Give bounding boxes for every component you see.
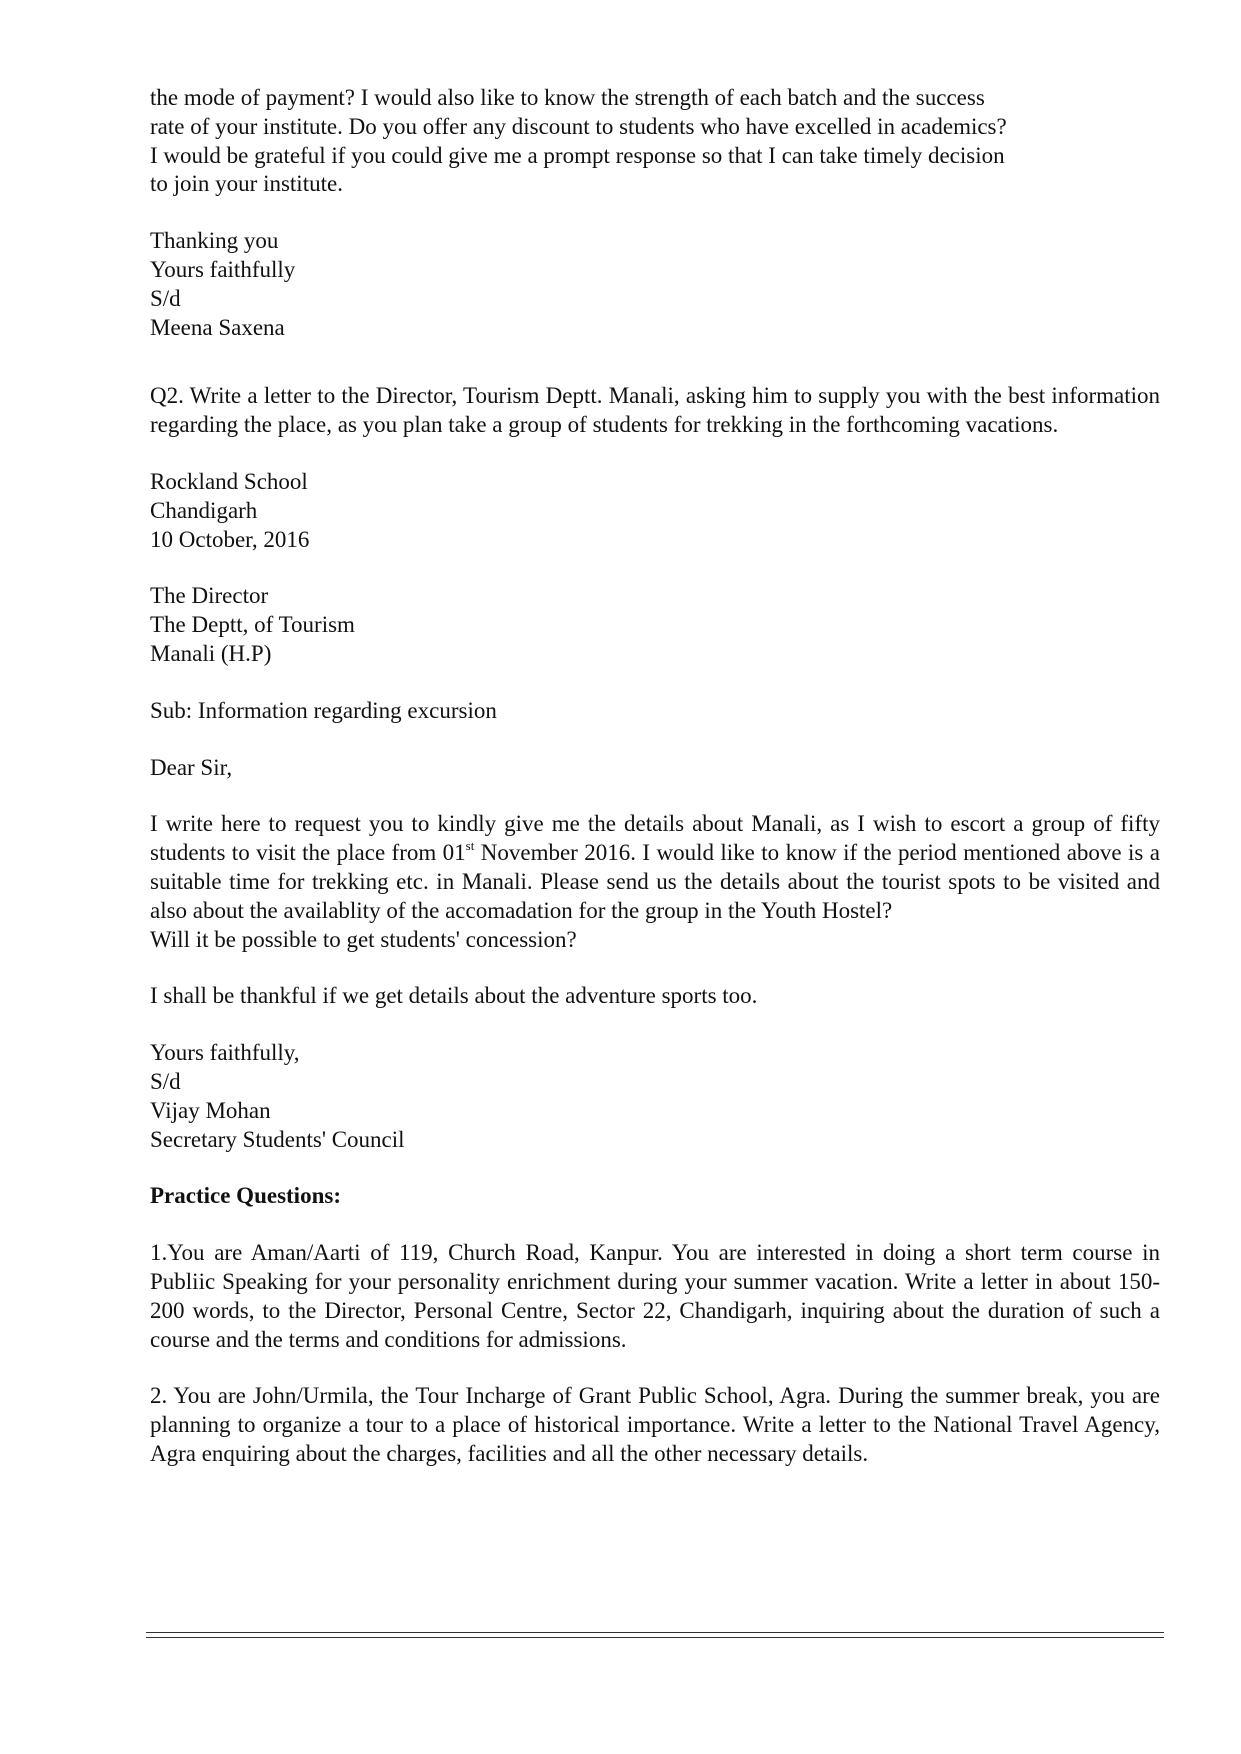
- text-line: I would be grateful if you could give me a prompt response so that I can take timely decision: [150, 142, 1005, 168]
- yours-line: Yours faithfully,: [150, 1040, 300, 1066]
- letter2-signoff: [150, 1039, 1160, 1154]
- practice-question-1: 1.You are Aman/Aarti of 119, Church Road, Kanpur. You are interested in doing a short term course in Publiic Speaking for your personality enrichment during your summer vacation. Write a letter in about 150-200 words, to the Director, Personal Centre, Sector 22, Chandigarh, inquiring about the duration of such a course and the terms and conditions for admissions.: [150, 1240, 1160, 1352]
- text-line: to join your institute.: [150, 171, 343, 197]
- text-line: the mode of payment? I would also like to know the strength of each batch and the success: [150, 85, 985, 110]
- letter1-signoff: [150, 227, 1160, 342]
- footer-rule: [146, 1637, 1164, 1638]
- yours-line: Yours faithfully: [150, 256, 296, 282]
- sender-address: [150, 468, 1160, 554]
- practice-question-2: 2. You are John/Urmila, the Tour Incharge of Grant Public School, Agra. During the summer break, you are planning to organize a tour to a place of historical importance. Write a letter to the National Travel Agency, Agra enquiring about the charges, facilities and all the other necessary details.: [150, 1383, 1160, 1466]
- letter-body: [150, 810, 1160, 954]
- q2-question: Q2. Write a letter to the Director, Tourism Deptt. Manali, asking him to supply you with the best information regarding the place, as you plan take a group of students for trekking in the forthcoming vacations.: [150, 383, 1160, 438]
- body-text: I write here to request you to kindly give me the details about Manali, as I wish to escort a group of fifty students to visit the place from 01: [150, 811, 1160, 866]
- body-paragraph-2: I shall be thankful if we get details about the adventure sports too.: [150, 983, 758, 1009]
- ordinal-suffix: st: [465, 838, 475, 854]
- footer-rule: [146, 1632, 1164, 1633]
- text-line: rate of your institute. Do you offer any discount to students who have excelled in academics?: [150, 113, 1007, 139]
- body-line: Will it be possible to get students' concession?: [150, 926, 577, 952]
- address-line: The Director: [150, 583, 269, 609]
- date-line: 10 October, 2016: [150, 526, 310, 552]
- body-text: November 2016. I would like to know if the period mentioned above is a suitable time for trekking etc. in Manali. Please send us the details about the tourist spots to be visited and also about the availablity of the accomadation for the group in the Youth Hostel?: [150, 840, 1160, 923]
- signatory-name: Meena Saxena: [150, 314, 285, 340]
- document-page: [150, 84, 1160, 1469]
- address-line: The Deptt, of Tourism: [150, 612, 355, 638]
- practice-heading: Practice Questions:: [150, 1183, 341, 1209]
- signatory-title: Secretary Students' Council: [150, 1126, 405, 1152]
- address-line: Chandigarh: [150, 497, 258, 523]
- body-paragraph: [150, 810, 1160, 925]
- letter1-closing-paragraph: [150, 84, 1160, 199]
- thanking-line: Thanking you: [150, 228, 279, 254]
- address-line: Manali (H.P): [150, 640, 272, 666]
- address-line: Rockland School: [150, 468, 308, 494]
- signatory-name: Vijay Mohan: [150, 1097, 271, 1123]
- salutation: Dear Sir,: [150, 754, 233, 780]
- sd-line: S/d: [150, 285, 181, 311]
- sd-line: S/d: [150, 1068, 181, 1094]
- subject-line: Sub: Information regarding excursion: [150, 697, 497, 723]
- receiver-address: [150, 582, 1160, 668]
